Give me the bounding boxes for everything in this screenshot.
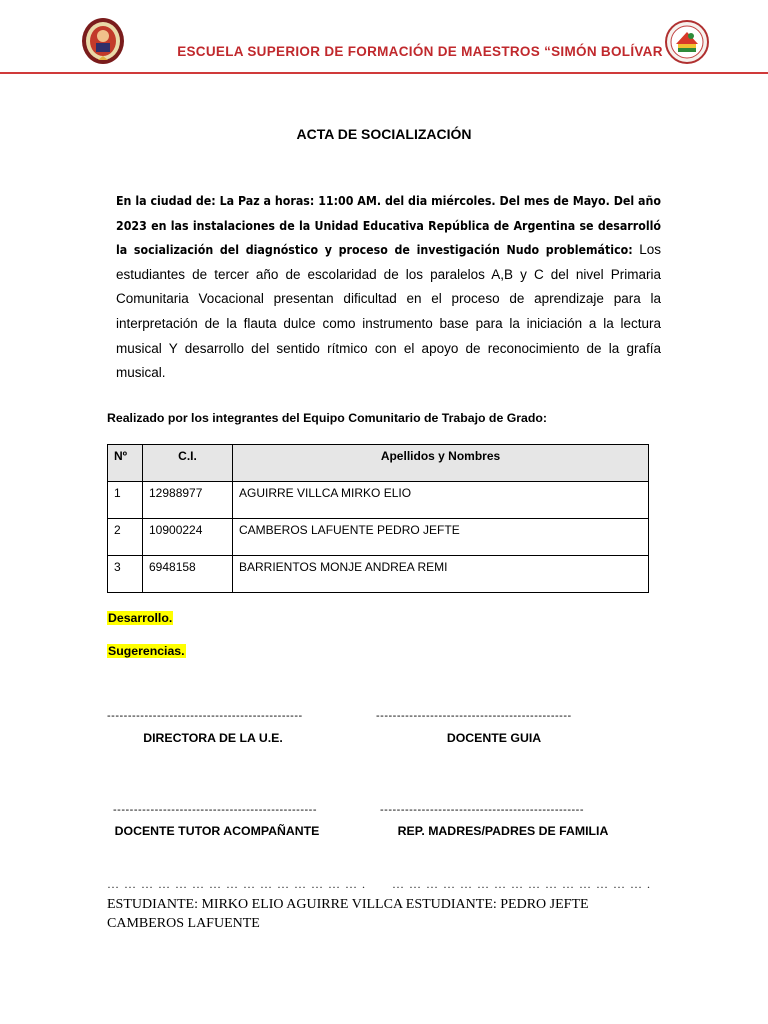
signature-line-docente-guia: ----------------------------------------------- [376,710,572,722]
document-title: ACTA DE SOCIALIZACIÓN [296,126,472,142]
table-header-row [108,445,649,482]
signature-label-rep-padres: REP. MADRES/PADRES DE FAMILIA [397,824,609,838]
intro-lead-text: En la ciudad de: La Paz a horas: 11:00 AM. del dia miércoles. Del mes de Mayo. Del año 2023 en las instalaciones de la Unidad Educativa República de Argentina se desarrolló la socialización del diagnóstico y proceso de investigación Nudo problemático: [116,194,661,258]
signature-label-docente-guia: DOCENTE GUIA [446,731,542,745]
signature-line-docente-tutor: ------------------------------------------------- [113,804,317,816]
signature-dots-student-2: … … … … … … … … … … … … … … … . [392,877,651,891]
school-seal-left [80,16,126,66]
header-names: Apellidos y Nombres [233,445,649,482]
desarrollo-heading: Desarrollo. [108,611,173,625]
table-row [108,482,649,519]
members-table [107,444,649,593]
row-name: AGUIRRE VILLCA MIRKO ELIO [233,482,649,519]
sugerencias-heading: Sugerencias. [108,644,185,658]
intro-paragraph [116,189,661,386]
team-label: Realizado por los integrantes del Equipo Comunitario de Trabajo de Grado: [107,411,548,425]
header-number: Nº [108,445,143,482]
signature-label-docente-tutor: DOCENTE TUTOR ACOMPAÑANTE [114,824,320,838]
institution-name: ESCUELA SUPERIOR DE FORMACIÓN DE MAESTROS “SIMÓN BOLÍVAR [177,44,663,59]
row-name: BARRIENTOS MONJE ANDREA REMI [233,556,649,593]
row-ci: 10900224 [143,519,233,556]
signature-line-directora: ----------------------------------------------- [107,710,303,722]
signature-dots-student-1: … … … … … … … … … … … … … … … . [107,877,366,891]
table-row [108,556,649,593]
row-number: 1 [108,482,143,519]
intro-body-text: Los estudiantes de tercer año de escolaridad de los paralelos A,B y C del nivel Primaria Comunitaria Vocacional presentan dificultad en el proceso de aprendizaje para la interpretación de la flauta dulce como instrumento base para la iniciación a la lectura musical Y desarrollo del sentido rítmico con el apoyo de reconocimiento de la grafía musical. [116,242,661,381]
signature-label-directora: DIRECTORA DE LA U.E. [143,731,283,745]
student-signatures: ESTUDIANTE: MIRKO ELIO AGUIRRE VILLCA ESTUDIANTE: PEDRO JEFTE CAMBEROS LAFUENTE [107,897,589,931]
header-ci: C.I. [143,445,233,482]
row-ci: 12988977 [143,482,233,519]
table-row [108,519,649,556]
row-number: 2 [108,519,143,556]
row-number: 3 [108,556,143,593]
signature-line-rep-padres: ------------------------------------------------- [380,804,584,816]
row-ci: 6948158 [143,556,233,593]
row-name: CAMBEROS LAFUENTE PEDRO JEFTE [233,519,649,556]
header-divider [0,72,768,74]
